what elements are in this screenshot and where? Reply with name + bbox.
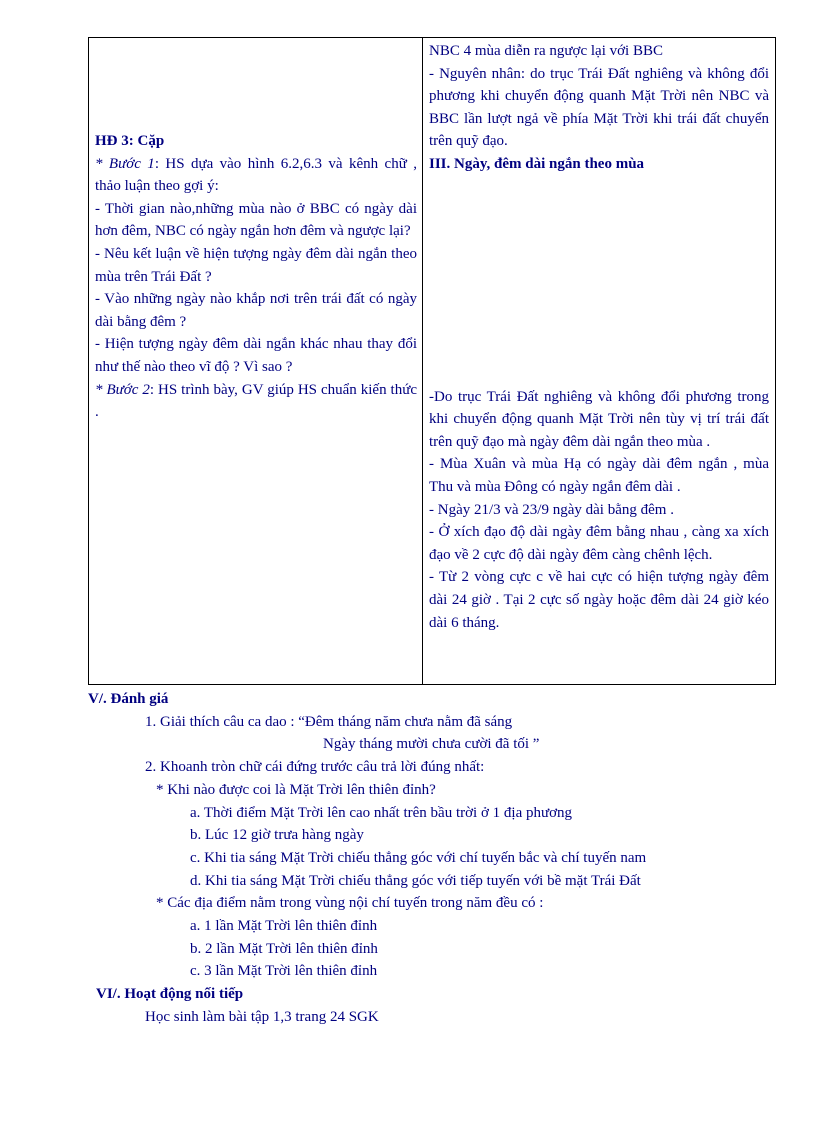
question-4: - Hiện tượng ngày đêm dài ngắn khác nhau thay đổi như thế nào theo vĩ độ ? Vì sao ? — [95, 336, 417, 375]
content-p5: - Ngày 21/3 và 23/9 ngày dài bằng đêm . — [429, 501, 674, 518]
question-1: - Thời gian nào,những mùa nào ở BBC có ngày dài hơn đêm, NBC có ngày ngắn hơn đêm và ngược lại? — [95, 200, 417, 240]
eval-item-1b: Ngày tháng mười chưa cười đã tối ” — [323, 736, 540, 753]
eval-q1-option-b: b. Lúc 12 giờ trưa hàng ngày — [190, 827, 364, 844]
content-column — [429, 38, 769, 634]
content-p1: NBC 4 mùa diễn ra ngược lại với BBC — [429, 43, 663, 59]
eval-question-2: * Các địa điểm nằm trong vùng nội chí tuyến trong năm đều có : — [156, 895, 544, 912]
eval-q2-option-b: b. 2 lần Mặt Trời lên thiên đỉnh — [190, 940, 378, 957]
followup-text: Học sinh làm bài tập 1,3 trang 24 SGK — [145, 1008, 379, 1025]
content-p6: - Ở xích đạo độ dài ngày đêm bằng nhau , càng xa xích đạo về 2 cực độ dài ngày đêm càng chênh lệch. — [429, 524, 769, 563]
eval-q1-option-c: c. Khi tia sáng Mặt Trời chiếu thẳng góc với chí tuyến bắc và chí tuyến nam — [190, 849, 647, 866]
eval-q1-option-a: a. Thời điểm Mặt Trời lên cao nhất trên bầu trời ở 1 địa phương — [190, 804, 573, 821]
eval-q1-option-d: d. Khi tia sáng Mặt Trời chiếu thẳng góc với tiếp tuyến với bề mặt Trái Đất — [190, 872, 641, 889]
followup-heading: VI/. Hoạt động nối tiếp — [96, 986, 244, 1003]
question-2: - Nêu kết luận về hiện tượng ngày đêm dài ngắn theo mùa trên Trái Đất ? — [95, 245, 417, 285]
section-heading-3: III. Ngày, đêm dài ngắn theo mùa — [429, 155, 645, 172]
eval-q2-option-a: a. 1 lần Mặt Trời lên thiên đỉnh — [190, 918, 378, 935]
step2-label: * Bước 2 — [95, 381, 150, 398]
activity-heading: HĐ 3: Cặp — [95, 133, 165, 149]
eval-item-1a: 1. Giải thích câu ca dao : “Đêm tháng năm chưa nằm đã sáng — [145, 713, 513, 730]
eval-q2-option-c: c. 3 lần Mặt Trời lên thiên đỉnh — [190, 963, 378, 980]
column-divider — [422, 38, 423, 684]
question-3: - Vào những ngày nào khắp nơi trên trái đất có ngày dài bằng đêm ? — [95, 291, 417, 330]
evaluation-section — [88, 688, 778, 1029]
content-p3: -Do trục Trái Đất nghiêng và không đổi phương trong khi chuyển động quanh Mặt Trời nên tùy vị trí trái đất trên quỹ đạo mà ngày đêm dài ngắn theo mùa . — [429, 388, 769, 450]
evaluation-heading: V/. Đánh giá — [88, 691, 169, 707]
teacher-activity-column — [95, 38, 417, 424]
eval-item-2: 2. Khoanh tròn chữ cái đứng trước câu trả lời đúng nhất: — [145, 759, 485, 776]
step1-text: : HS dựa vào hình 6.2,6.3 và kênh chữ , thảo luận theo gợi ý: — [95, 155, 417, 195]
content-p4: - Mùa Xuân và mùa Hạ có ngày dài đêm ngắn , mùa Thu và mùa Đông có ngày ngắn đêm dài . — [429, 456, 769, 495]
step2 — [95, 379, 417, 424]
eval-question-1: * Khi nào được coi là Mặt Trời lên thiên đỉnh? — [156, 781, 436, 798]
lesson-table — [88, 37, 776, 685]
step2-text: : HS trình bày, GV giúp HS chuẩn kiến thức . — [95, 381, 417, 421]
step1 — [95, 153, 417, 198]
content-p2: - Nguyên nhân: do trục Trái Đất nghiêng và không đổi phương khi chuyển động quanh Mặt Trời nên NBC và BBC lần lượt ngả về phía Mặt Trời khi trái đất chuyển trên quỹ đạo. — [429, 65, 769, 150]
step1-label: * Bước 1 — [95, 155, 155, 172]
content-p7: - Từ 2 vòng cực c về hai cực có hiện tượng ngày đêm dài 24 giờ . Tại 2 cực số ngày hoặc đêm dài 24 giờ kéo dài 6 tháng. — [429, 569, 769, 631]
